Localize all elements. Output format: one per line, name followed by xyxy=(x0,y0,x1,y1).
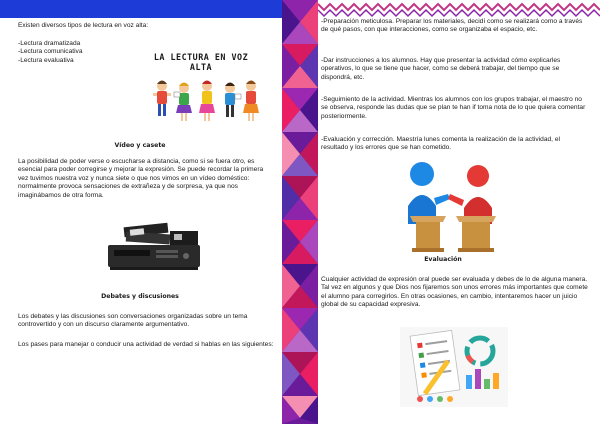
list-item: -Lectura dramatizada xyxy=(18,40,81,47)
followup-paragraph: -Seguimiento de la actividad. Mientras los alumnos con los grupos trabajar, el maestro no se observa, responde las dudas que se plan te han if toma nota de lo que quiera comentar posteriormente. xyxy=(321,96,586,120)
debates-heading: Debates y discusiones xyxy=(101,293,179,300)
right-page xyxy=(318,0,600,424)
evaluation-paragraph: -Evaluación y corrección. Maestría lunes comenta la realización de la actividad, el resultado y los errores que se han cometido. xyxy=(321,136,560,152)
evaluation-checklist-illustration xyxy=(400,327,508,407)
list-item: -Lectura evaluativa xyxy=(18,56,74,64)
top-bar xyxy=(0,0,282,18)
decorative-divider xyxy=(282,0,318,424)
reading-aloud-title: LA LECTURA EN VOZ ALTA xyxy=(153,52,249,72)
debate-podium-illustration xyxy=(396,158,500,254)
instructions-paragraph: -Dar instrucciones a los alumnos. Hay que presentar la actividad cómo explicarles operativos, lo que se tiene que hacer, como se deberá trabajar, del tiempo que se dispondrá, etc. xyxy=(321,57,561,81)
reading-types-list xyxy=(18,40,138,65)
left-page xyxy=(0,0,282,424)
debates-paragraph: Los debates y las discusiones son conversaciones organizadas sobre un tema controvertido y con un discurso claramente argumentativo. xyxy=(18,313,248,329)
vcr-cassettes-image xyxy=(104,219,204,277)
evaluation-text: Cualquier actividad de expresión oral puede ser evaluada y debes de lo de alguna manera. Tal vez en algunos y que Dios nos fijaremos son unos errores más importantes que comete el alumno para corregirlos. En otras ocasiones, en cambio, intentaremos hacer un juicio global de su capacidad expresiva. xyxy=(321,276,588,309)
list-item: -Lectura comunicativa xyxy=(18,48,83,56)
video-paragraph: La posibilidad de poder verse o escucharse a distancia, como si se fuera otro, es esencial para poder corregirse y mejorar la expresión. Se puede recordar la primera vez tuvimos nuestra voz y nunca siete o que nos vimos en un vídeo doméstico: normalmente provoca sensaciones de extrañeza y de sorpresa, ya que nos imaginábamos de otra forma. xyxy=(18,158,264,199)
video-heading: Vídeo y casete xyxy=(114,142,166,149)
preparation-paragraph: -Preparación meticulosa. Preparar los materiales, decidí como se realizará como a través de qué pasos, con que interacciones, como se organizaba el espacio, etc. xyxy=(321,18,583,34)
evaluation-heading: Evaluación xyxy=(424,256,462,263)
zigzag-border xyxy=(318,0,600,20)
children-reading-illustration xyxy=(150,76,260,128)
steps-paragraph: Los pases para manejar o conducir una actividad de verdad si hablas en las siguientes: xyxy=(18,341,274,348)
intro-text: Existen diversos tipos de lectura en voz alta: xyxy=(18,22,149,29)
